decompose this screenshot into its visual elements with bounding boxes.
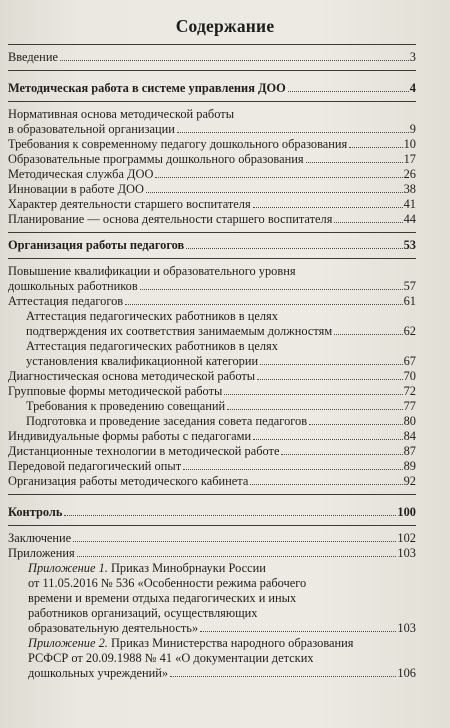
- page-number: 26: [403, 167, 416, 181]
- toc-entry-qualification[interactable]: [8, 264, 416, 294]
- toc-entry-council[interactable]: [8, 414, 416, 429]
- entry-title: дошкольных учреждений»: [28, 666, 169, 680]
- toc-entry-attestation[interactable]: [8, 294, 416, 309]
- page-number: 106: [397, 666, 416, 680]
- entry-title: образовательную деятельность»: [28, 621, 199, 635]
- toc-entry-conclusion[interactable]: [8, 531, 416, 546]
- page-number: 17: [403, 152, 416, 166]
- section-title: Методическая работа в системе управления ДОО: [8, 81, 286, 95]
- entry-title: в образовательной организации: [8, 122, 175, 136]
- entry-title: установления квалификационной категории: [26, 354, 259, 368]
- page-number: 89: [403, 459, 416, 473]
- page-number: 67: [403, 354, 416, 368]
- page-number: 62: [403, 324, 416, 338]
- toc-entry-programs[interactable]: [8, 152, 416, 167]
- entry-title: Подготовка и проведение заседания совета педагогов: [26, 414, 308, 428]
- page-number: 87: [403, 444, 416, 458]
- toc-entry-individual[interactable]: [8, 429, 416, 444]
- entry-title-line: от 11.05.2016 № 536 «Особенности режима рабочего: [28, 576, 307, 590]
- page-number: 103: [397, 546, 416, 560]
- page-number: 61: [403, 294, 416, 308]
- toc-entry-cabinet[interactable]: [8, 474, 416, 489]
- appendix-label: Приложение 1.: [28, 561, 108, 575]
- page-number: 100: [397, 505, 416, 519]
- toc-entry-appendix-2[interactable]: [8, 636, 416, 681]
- entry-title-line: Приказ Минобрнауки России: [107, 561, 266, 575]
- page-number: 4: [409, 81, 416, 95]
- entry-title: Методическая служба ДОО: [8, 167, 154, 181]
- entry-title: Передовой педагогический опыт: [8, 459, 182, 473]
- toc-entry-intro[interactable]: [8, 50, 416, 65]
- entry-title: Требования к современному педагогу дошкольного образования: [8, 137, 348, 151]
- toc-entry-appendix-1[interactable]: [8, 561, 416, 636]
- entry-title-line: Приказ Министерства народного образования: [107, 636, 354, 650]
- entry-title: Инновации в работе ДОО: [8, 182, 144, 196]
- toc-entry-character[interactable]: [8, 197, 416, 212]
- toc-entry-method-service[interactable]: [8, 167, 416, 182]
- page-number: 72: [403, 384, 416, 398]
- page-number: 103: [397, 621, 416, 635]
- entry-title-line: времени и времени отдыха педагогических и иных: [28, 591, 297, 605]
- page-number: 53: [403, 238, 416, 252]
- toc-entry-attestation-confirm[interactable]: [8, 309, 416, 339]
- entry-title-line: Аттестация педагогических работников в целях: [26, 309, 278, 323]
- entry-title: Организация работы методического кабинета: [8, 474, 249, 488]
- toc-entry-meetings[interactable]: [8, 399, 416, 414]
- entry-title: Введение: [8, 50, 58, 64]
- page-number: 44: [403, 212, 416, 226]
- page-number: 84: [403, 429, 416, 443]
- entry-title-line: работников организаций, осуществляющих: [28, 606, 258, 620]
- section-title: Контроль: [8, 505, 63, 519]
- page-number: 10: [403, 137, 416, 151]
- page-number: 92: [403, 474, 416, 488]
- toc-entry-group-forms[interactable]: [8, 384, 416, 399]
- table-of-contents: [8, 44, 416, 681]
- entry-title: Приложения: [8, 546, 75, 560]
- toc-entry-diagnostics[interactable]: [8, 369, 416, 384]
- toc-section-3[interactable]: [8, 505, 416, 520]
- entry-title: Заключение: [8, 531, 72, 545]
- toc-entry-planning[interactable]: [8, 212, 416, 227]
- page-number: 3: [409, 50, 416, 64]
- toc-entry-requirements[interactable]: [8, 137, 416, 152]
- entry-title: Диагностическая основа методической работы: [8, 369, 256, 383]
- entry-title: Образовательные программы дошкольного образования: [8, 152, 304, 166]
- appendix-label: Приложение 2.: [28, 636, 108, 650]
- page-number: 70: [403, 369, 416, 383]
- toc-entry-appendices[interactable]: [8, 546, 416, 561]
- page-number: 41: [403, 197, 416, 211]
- entry-title-line: Повышение квалификации и образовательного уровня: [8, 264, 296, 278]
- entry-title-line: Аттестация педагогических работников в целях: [26, 339, 278, 353]
- toc-entry-innovations[interactable]: [8, 182, 416, 197]
- page-number: 77: [403, 399, 416, 413]
- entry-title-line: Нормативная основа методической работы: [8, 107, 235, 121]
- page-number: 57: [403, 279, 416, 293]
- page-number: 102: [397, 531, 416, 545]
- toc-entry-experience[interactable]: [8, 459, 416, 474]
- page-title: Содержание: [175, 16, 275, 36]
- section-title: Организация работы педагогов: [8, 238, 185, 252]
- entry-title: Требования к проведению совещаний: [26, 399, 226, 413]
- entry-title: Индивидуальные формы работы с педагогами: [8, 429, 252, 443]
- entry-title: Дистанционные технологии в методической работе: [8, 444, 280, 458]
- page-number: 80: [403, 414, 416, 428]
- toc-section-1[interactable]: [8, 81, 416, 96]
- page-number: 9: [409, 122, 416, 136]
- entry-title-line: РСФСР от 20.09.1988 № 41 «О документации детских: [28, 651, 314, 665]
- entry-title: Аттестация педагогов: [8, 294, 124, 308]
- entry-title: Планирование — основа деятельности старшего воспитателя: [8, 212, 333, 226]
- toc-entry-distance[interactable]: [8, 444, 416, 459]
- entry-title: подтверждения их соответствия занимаемым должностям: [26, 324, 333, 338]
- toc-entry-normative[interactable]: [8, 107, 416, 137]
- entry-title: дошкольных работников: [8, 279, 138, 293]
- toc-section-2[interactable]: [8, 238, 416, 253]
- toc-entry-attestation-category[interactable]: [8, 339, 416, 369]
- page-number: 38: [403, 182, 416, 196]
- entry-title: Характер деятельности старшего воспитателя: [8, 197, 251, 211]
- entry-title: Групповые формы методической работы: [8, 384, 223, 398]
